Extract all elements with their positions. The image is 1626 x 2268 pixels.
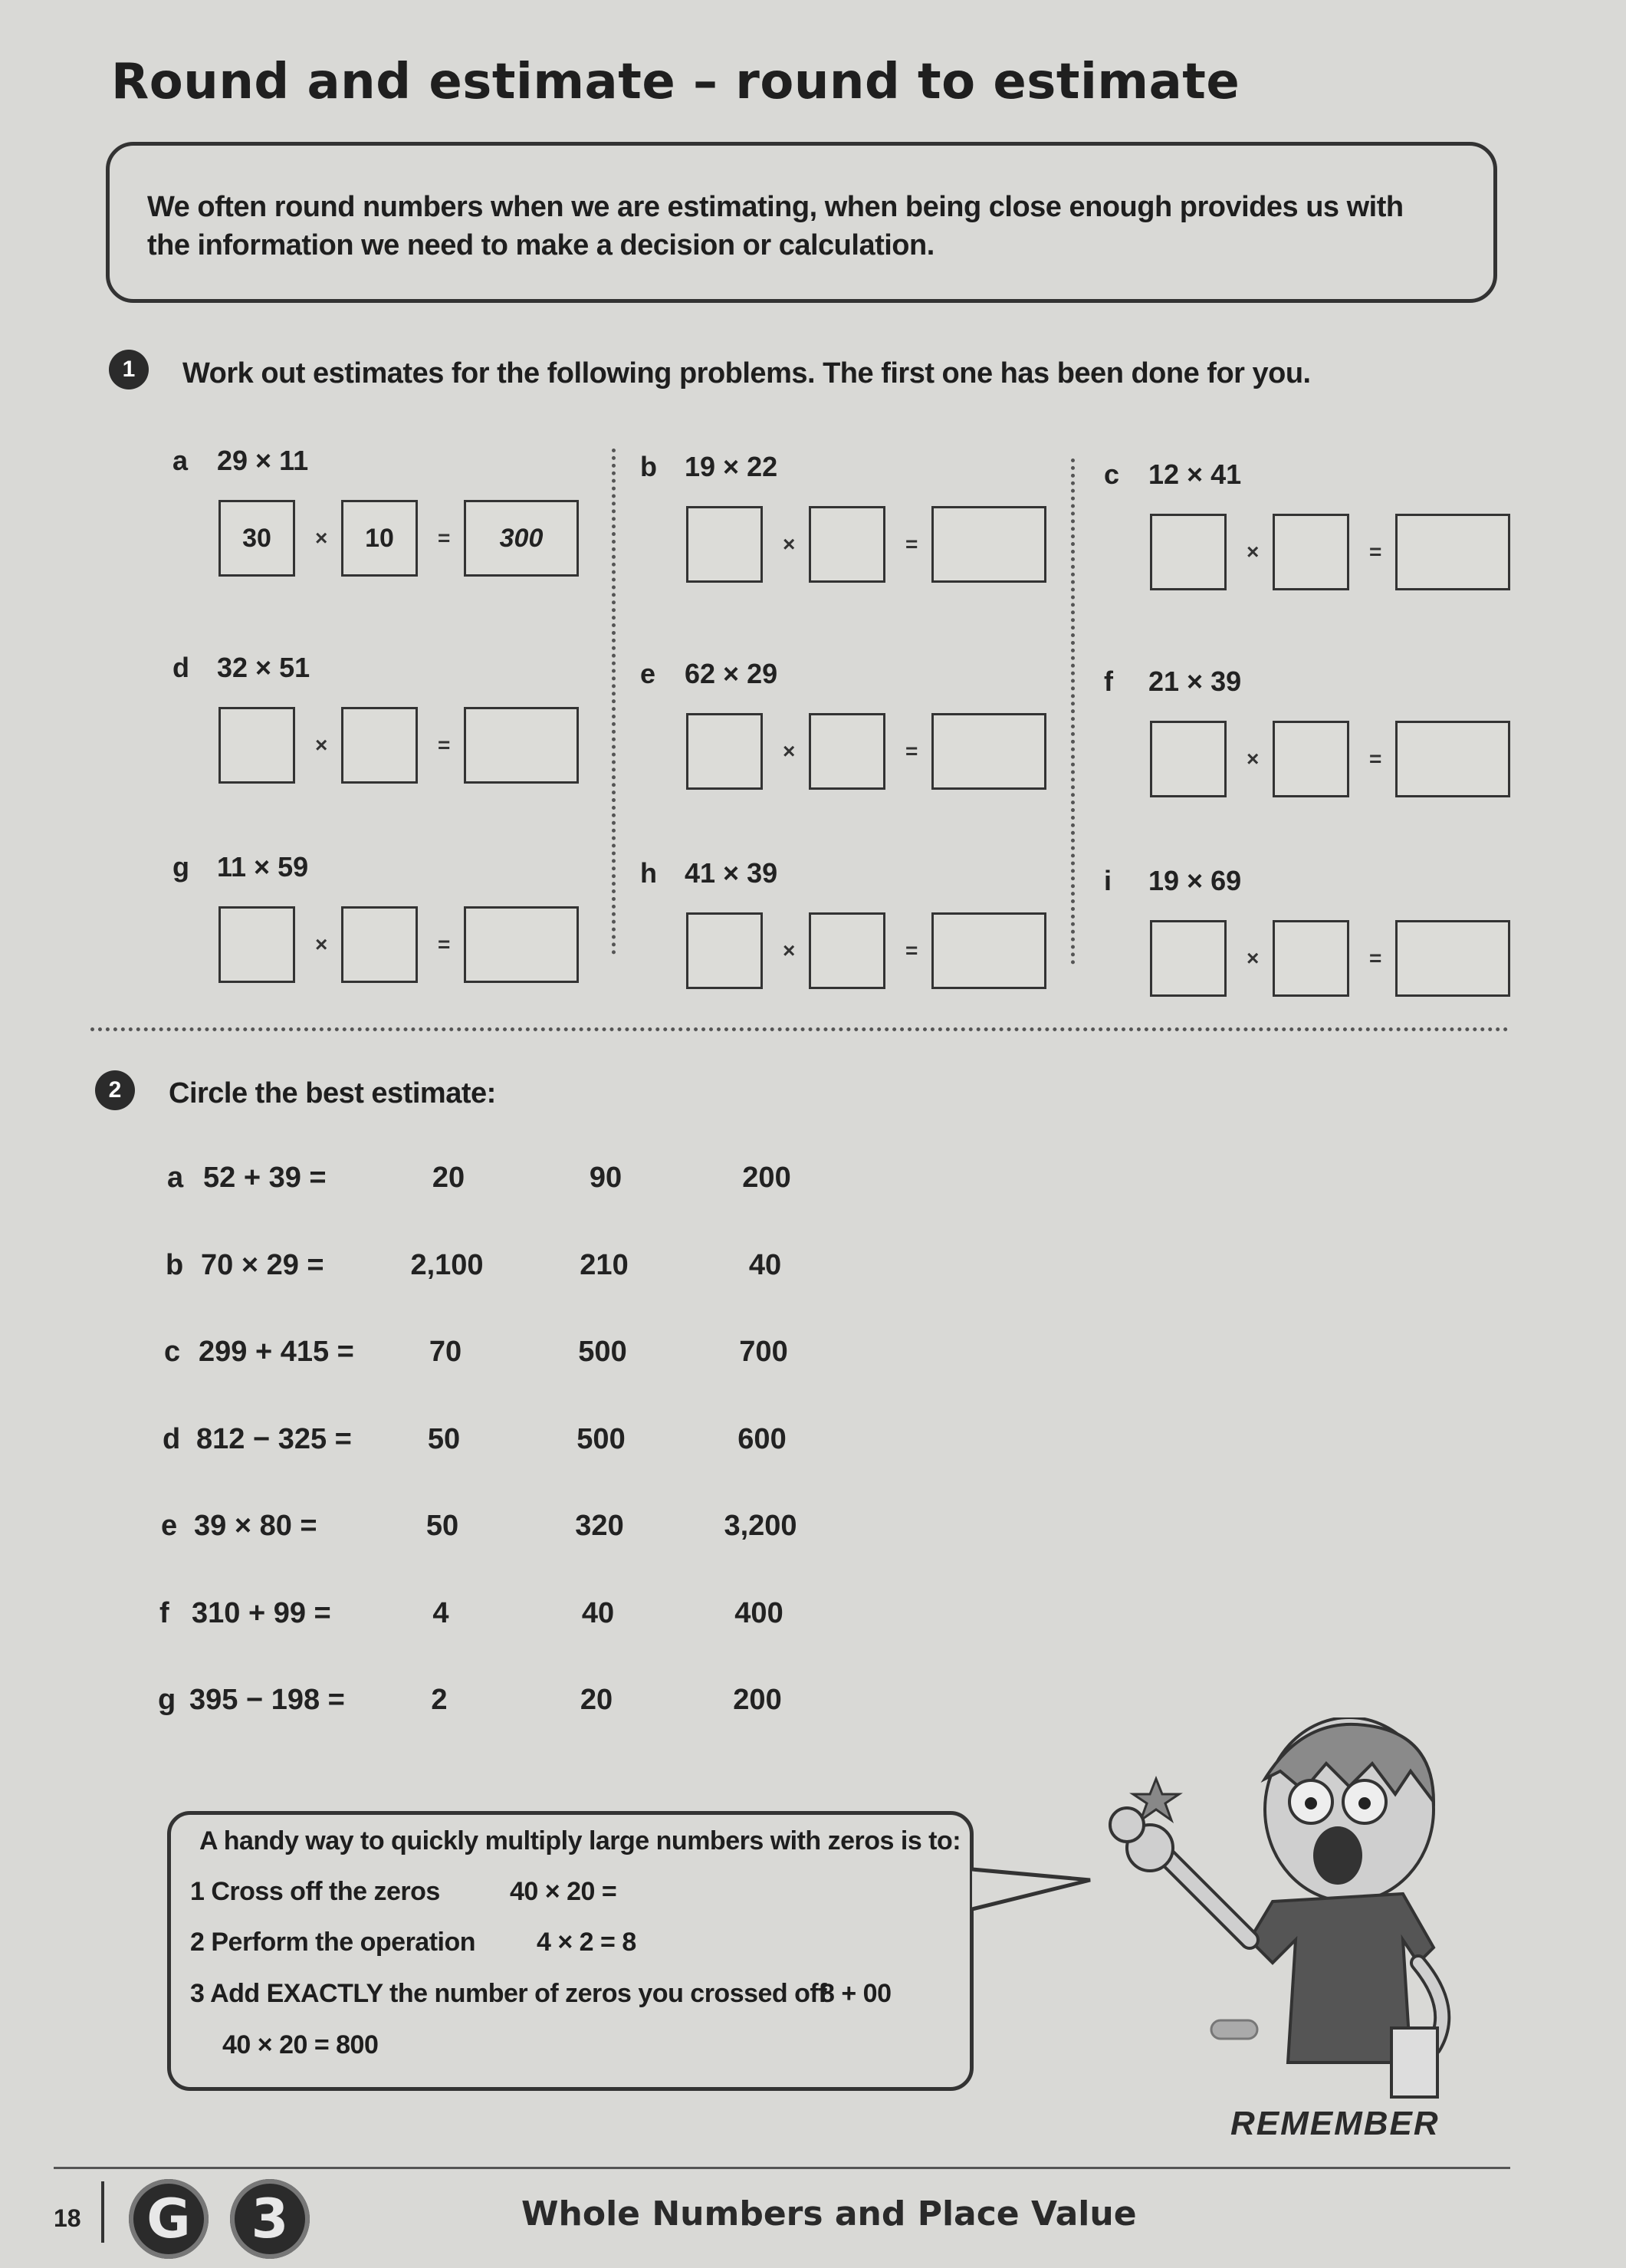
estimate-option[interactable]: 2 bbox=[431, 1684, 448, 1716]
problem-expression: 12 × 41 bbox=[1148, 459, 1242, 490]
factor-1-box[interactable] bbox=[686, 912, 763, 989]
product-box[interactable] bbox=[931, 506, 1046, 583]
estimate-row-label: a bbox=[167, 1162, 184, 1194]
product-box[interactable] bbox=[1395, 920, 1510, 997]
times-sign: × bbox=[1247, 540, 1260, 564]
problem-expression: 19 × 69 bbox=[1148, 865, 1242, 896]
factor-2-box[interactable]: 10 bbox=[341, 500, 418, 577]
estimate-row-label: d bbox=[163, 1423, 181, 1455]
estimate-option[interactable]: 400 bbox=[734, 1597, 783, 1629]
equals-sign: = bbox=[1369, 747, 1382, 771]
tip-step-1: 1 Cross off the zeros bbox=[190, 1877, 440, 1906]
product-box[interactable] bbox=[1395, 514, 1510, 590]
equals-sign: = bbox=[905, 938, 918, 962]
product-box[interactable] bbox=[931, 912, 1046, 989]
equals-sign: = bbox=[438, 733, 451, 757]
question-2-number: 2 bbox=[95, 1070, 135, 1110]
problem-expression: 19 × 22 bbox=[685, 451, 778, 482]
remember-label: REMEMBER bbox=[1230, 2105, 1440, 2142]
estimate-option[interactable]: 2,100 bbox=[410, 1249, 484, 1281]
estimate-option[interactable]: 4 bbox=[432, 1597, 449, 1629]
section-divider bbox=[90, 1027, 1509, 1031]
problem-label: i bbox=[1104, 865, 1112, 896]
tip-result: 40 × 20 = 800 bbox=[222, 2030, 379, 2059]
tip-step-2: 2 Perform the operation bbox=[190, 1928, 476, 1957]
tip-step-2-example: 4 × 2 = 8 bbox=[537, 1928, 636, 1957]
estimate-option[interactable]: 200 bbox=[742, 1162, 791, 1194]
grade-badge-3: 3 bbox=[230, 2179, 310, 2259]
factor-1-box[interactable] bbox=[218, 707, 295, 784]
footer-separator bbox=[101, 2181, 104, 2243]
tip-heading: A handy way to quickly multiply large numbers with zeros is to: bbox=[199, 1826, 961, 1855]
times-sign: × bbox=[1247, 747, 1260, 771]
problem-label: a bbox=[172, 445, 189, 476]
problem-expression: 29 × 11 bbox=[217, 445, 309, 476]
times-sign: × bbox=[1247, 946, 1260, 970]
estimate-row-expression: 310 + 99 = bbox=[192, 1597, 331, 1629]
footer-section-title: Whole Numbers and Place Value bbox=[521, 2194, 1137, 2233]
factor-1-box[interactable] bbox=[1150, 920, 1227, 997]
estimate-row-expression: 52 + 39 = bbox=[203, 1162, 327, 1194]
problem-expression: 41 × 39 bbox=[685, 857, 778, 889]
cartoon-character-illustration bbox=[1073, 1717, 1503, 2101]
factor-1-box[interactable] bbox=[1150, 721, 1227, 797]
tip-step-3-example: 8 + 00 bbox=[820, 1979, 892, 2008]
estimate-row-expression: 70 × 29 = bbox=[201, 1249, 324, 1281]
estimate-row-expression: 299 + 415 = bbox=[199, 1336, 354, 1368]
times-sign: × bbox=[783, 938, 796, 962]
factor-1-box[interactable] bbox=[686, 713, 763, 790]
problem-label: b bbox=[640, 451, 657, 482]
factor-1-box[interactable] bbox=[686, 506, 763, 583]
factor-1-box[interactable] bbox=[218, 906, 295, 983]
column-divider bbox=[1071, 459, 1075, 965]
estimate-row-label: g bbox=[158, 1684, 176, 1716]
factor-2-box[interactable] bbox=[1273, 514, 1349, 590]
estimate-row-label: c bbox=[164, 1336, 181, 1368]
product-box[interactable] bbox=[931, 713, 1046, 790]
factor-2-box[interactable] bbox=[809, 713, 885, 790]
footer-rule bbox=[54, 2167, 1510, 2169]
problem-label: f bbox=[1104, 666, 1113, 697]
grade-badge-g: G bbox=[129, 2179, 209, 2259]
equals-sign: = bbox=[438, 932, 451, 956]
factor-2-box[interactable] bbox=[1273, 721, 1349, 797]
estimate-option[interactable]: 3,200 bbox=[724, 1510, 797, 1542]
product-box[interactable] bbox=[464, 906, 579, 983]
estimate-row-expression: 39 × 80 = bbox=[194, 1510, 317, 1542]
estimate-option[interactable]: 40 bbox=[748, 1249, 782, 1281]
estimate-option[interactable]: 200 bbox=[733, 1684, 782, 1716]
problem-expression: 32 × 51 bbox=[217, 652, 310, 683]
question-2-instruction: Circle the best estimate: bbox=[169, 1077, 496, 1109]
product-box[interactable]: 300 bbox=[464, 500, 579, 577]
intro-text: We often round numbers when we are estimating, when being close enough provides us with the information we need to make a decision or calculation. bbox=[147, 191, 1404, 261]
times-sign: × bbox=[783, 739, 796, 763]
factor-2-box[interactable] bbox=[809, 506, 885, 583]
page-title: Round and estimate – round to estimate bbox=[111, 54, 1240, 110]
estimate-option[interactable]: 50 bbox=[425, 1510, 459, 1542]
estimate-option[interactable]: 20 bbox=[432, 1162, 465, 1194]
product-box[interactable] bbox=[1395, 721, 1510, 797]
factor-2-box[interactable] bbox=[809, 912, 885, 989]
estimate-row-label: f bbox=[159, 1597, 169, 1629]
equals-sign: = bbox=[1369, 946, 1382, 970]
problem-label: e bbox=[640, 658, 656, 689]
estimate-option[interactable]: 20 bbox=[580, 1684, 613, 1716]
estimate-row-label: b bbox=[166, 1249, 184, 1281]
equals-sign: = bbox=[905, 532, 918, 556]
tip-step-3: 3 Add EXACTLY the number of zeros you crossed off bbox=[190, 1979, 827, 2008]
factor-2-box[interactable] bbox=[341, 906, 418, 983]
estimate-option[interactable]: 40 bbox=[581, 1597, 615, 1629]
page-number: 18 bbox=[54, 2204, 81, 2232]
estimate-option[interactable]: 600 bbox=[737, 1423, 787, 1455]
problem-label: g bbox=[172, 851, 189, 883]
times-sign: × bbox=[315, 932, 328, 956]
estimate-option[interactable]: 50 bbox=[427, 1423, 461, 1455]
problem-label: d bbox=[172, 652, 189, 683]
problem-expression: 11 × 59 bbox=[217, 851, 309, 883]
tip-step-1-example: 40 × 20 = bbox=[510, 1877, 617, 1906]
factor-1-box[interactable] bbox=[1150, 514, 1227, 590]
times-sign: × bbox=[783, 532, 796, 556]
equals-sign: = bbox=[905, 739, 918, 763]
estimate-option[interactable]: 320 bbox=[575, 1510, 624, 1542]
question-1-number: 1 bbox=[109, 350, 149, 390]
factor-2-box[interactable] bbox=[1273, 920, 1349, 997]
estimate-option[interactable]: 90 bbox=[589, 1162, 622, 1194]
estimate-row-label: e bbox=[161, 1510, 178, 1542]
equals-sign: = bbox=[438, 526, 451, 550]
estimate-option[interactable]: 70 bbox=[429, 1336, 462, 1368]
times-sign: × bbox=[315, 526, 328, 550]
problem-expression: 21 × 39 bbox=[1148, 666, 1242, 697]
equals-sign: = bbox=[1369, 540, 1382, 564]
estimate-option[interactable]: 500 bbox=[576, 1423, 626, 1455]
column-divider bbox=[612, 449, 616, 955]
estimate-row-expression: 812 − 325 = bbox=[196, 1423, 352, 1455]
product-box[interactable] bbox=[464, 707, 579, 784]
estimate-row-expression: 395 − 198 = bbox=[189, 1684, 345, 1716]
problem-expression: 62 × 29 bbox=[685, 658, 778, 689]
estimate-option[interactable]: 500 bbox=[578, 1336, 627, 1368]
estimate-option[interactable]: 210 bbox=[580, 1249, 629, 1281]
problem-label: h bbox=[640, 857, 657, 889]
problem-label: c bbox=[1104, 459, 1120, 490]
question-1-instruction: Work out estimates for the following problems. The first one has been done for you. bbox=[182, 357, 1311, 390]
factor-2-box[interactable] bbox=[341, 707, 418, 784]
factor-1-box[interactable]: 30 bbox=[218, 500, 295, 577]
estimate-option[interactable]: 700 bbox=[739, 1336, 788, 1368]
times-sign: × bbox=[315, 733, 328, 757]
